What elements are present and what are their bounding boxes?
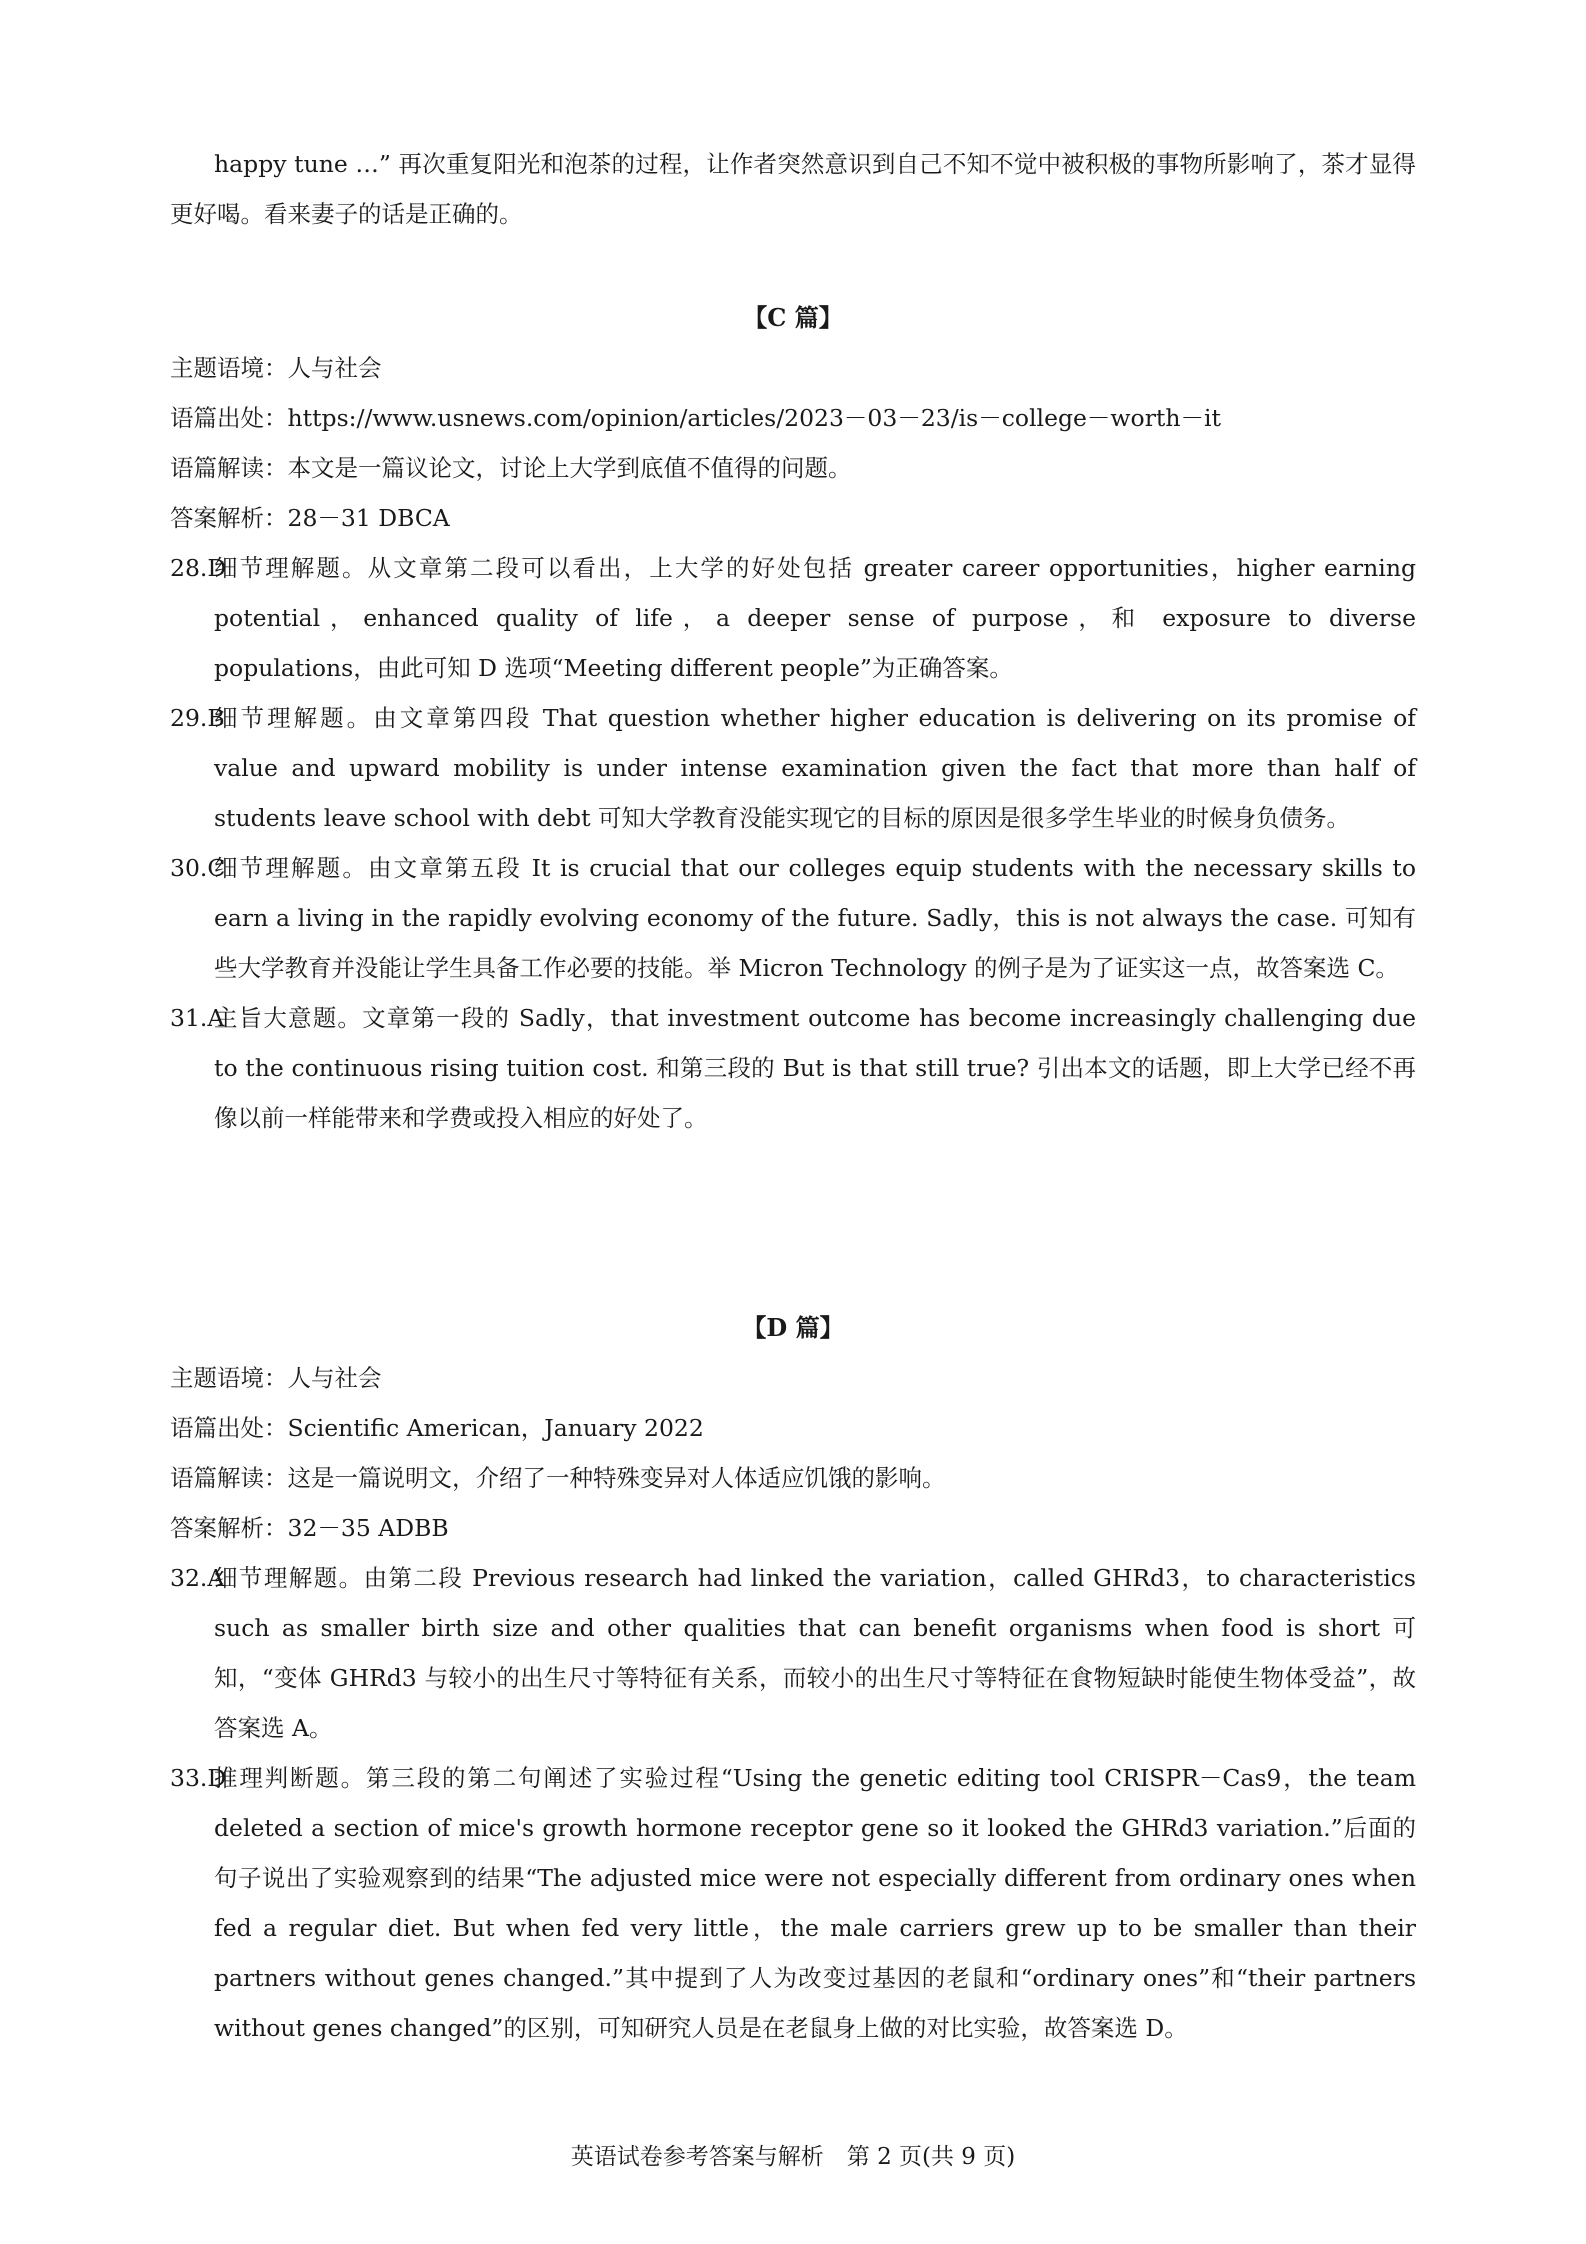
- answer-text: 细节理解题。由文章第五段 It is crucial that our colleges equip students with the necessary skills to earn a living in the rapidly evolving economy of the future. Sadly，this is not always the case. 可知有些大学教育并没能让学生具备工作必要的技能。举 Micron Technology 的例子是为了证实这一点，故答案选 C。: [214, 854, 1416, 982]
- answer-item-30: [170, 843, 1416, 993]
- answer-item-28: [170, 543, 1416, 693]
- answer-number: 28.D: [170, 554, 227, 582]
- section-c-meta: [170, 343, 1416, 543]
- section-d-theme: 主题语境：人与社会: [170, 1364, 382, 1392]
- answer-item-29: [170, 693, 1416, 843]
- section-c-answers: [170, 543, 1416, 1143]
- answer-text: 细节理解题。由文章第四段 That question whether higher education is delivering on its promise of value and upward mobility is under intense examination given the fact that more than half of students leave school with debt 可知大学教育没能实现它的目标的原因是很多学生毕业的时候身负债务。: [214, 704, 1416, 832]
- page-footer: 英语试卷参考答案与解析 第 2 页(共 9 页): [570, 2144, 1016, 2170]
- section-d-answer-key: 答案解析：32－35 ADBB: [170, 1514, 449, 1542]
- section-d-heading: 【D 篇】: [742, 1313, 844, 1342]
- answer-number: 30.C: [170, 854, 226, 882]
- answer-number: 33.D: [170, 1764, 227, 1792]
- answer-text: 细节理解题。从文章第二段可以看出，上大学的好处包括 greater career opportunities，higher earning potential，enhanced quality of life，a deeper sense of purpose，和 exposure to diverse populations，由此可知 D 选项“Meeting different people”为正确答案。: [214, 554, 1416, 682]
- section-c-theme: 主题语境：人与社会: [170, 354, 382, 382]
- answer-item-32: [170, 1553, 1416, 1753]
- answer-number: 32.A: [170, 1564, 225, 1592]
- answer-item-31: [170, 993, 1416, 1143]
- section-d-interpretation: 语篇解读：这是一篇说明文，介绍了一种特殊变异对人体适应饥饿的影响。: [170, 1464, 946, 1492]
- section-c-source: 语篇出处：https://www.usnews.com/opinion/articles/2023－03－23/is－college－worth－it: [170, 404, 1221, 432]
- section-c-interpretation: 语篇解读：本文是一篇议论文，讨论上大学到底值不值得的问题。: [170, 454, 852, 482]
- section-d-meta: [170, 1353, 1416, 1553]
- section-d-source: 语篇出处：Scientific American，January 2022: [170, 1414, 704, 1442]
- section-d-answers: [170, 1553, 1416, 2053]
- answer-number: 31.A: [170, 1004, 225, 1032]
- answer-item-33: [170, 1753, 1416, 2053]
- answer-text: 推理判断题。第三段的第二句阐述了实验过程“Using the genetic editing tool CRISPR－Cas9，the team deleted a section of mice's growth hormone receptor gene so it looked the GHRd3 variation.”后面的句子说出了实验观察到的结果“The adjusted mice were not especially different from ordinary ones when fed a regular diet. But when fed very little，the male carriers grew up to be smaller than their partners without genes changed.”其中提到了人为改变过基因的老鼠和“ordinary ones”和“their partners without genes changed”的区别，可知研究人员是在老鼠身上做的对比实验，故答案选 D。: [214, 1764, 1416, 2042]
- section-c-heading: 【C 篇】: [743, 303, 843, 332]
- answer-text: 主旨大意题。文章第一段的 Sadly，that investment outcome has become increasingly challenging due to the continuous rising tuition cost. 和第三段的 But is that still true? 引出本文的话题，即上大学已经不再像以前一样能带来和学费或投入相应的好处了。: [214, 1004, 1416, 1132]
- intro-paragraph: happy tune …” 再次重复阳光和泡茶的过程，让作者突然意识到自己不知不觉中被积极的事物所影响了，茶才显得更好喝。看来妻子的话是正确的。: [170, 150, 1416, 228]
- answer-text: 细节理解题。由第二段 Previous research had linked the variation，called GHRd3，to characteristics such as smaller birth size and other qualities that can benefit organisms when food is short 可知，“变体 GHRd3 与较小的出生尺寸等特征有关系，而较小的出生尺寸等特征在食物短缺时能使生物体受益”，故答案选 A。: [214, 1564, 1416, 1742]
- answer-number: 29.B: [170, 704, 225, 732]
- section-c-answer-key: 答案解析：28－31 DBCA: [170, 504, 450, 532]
